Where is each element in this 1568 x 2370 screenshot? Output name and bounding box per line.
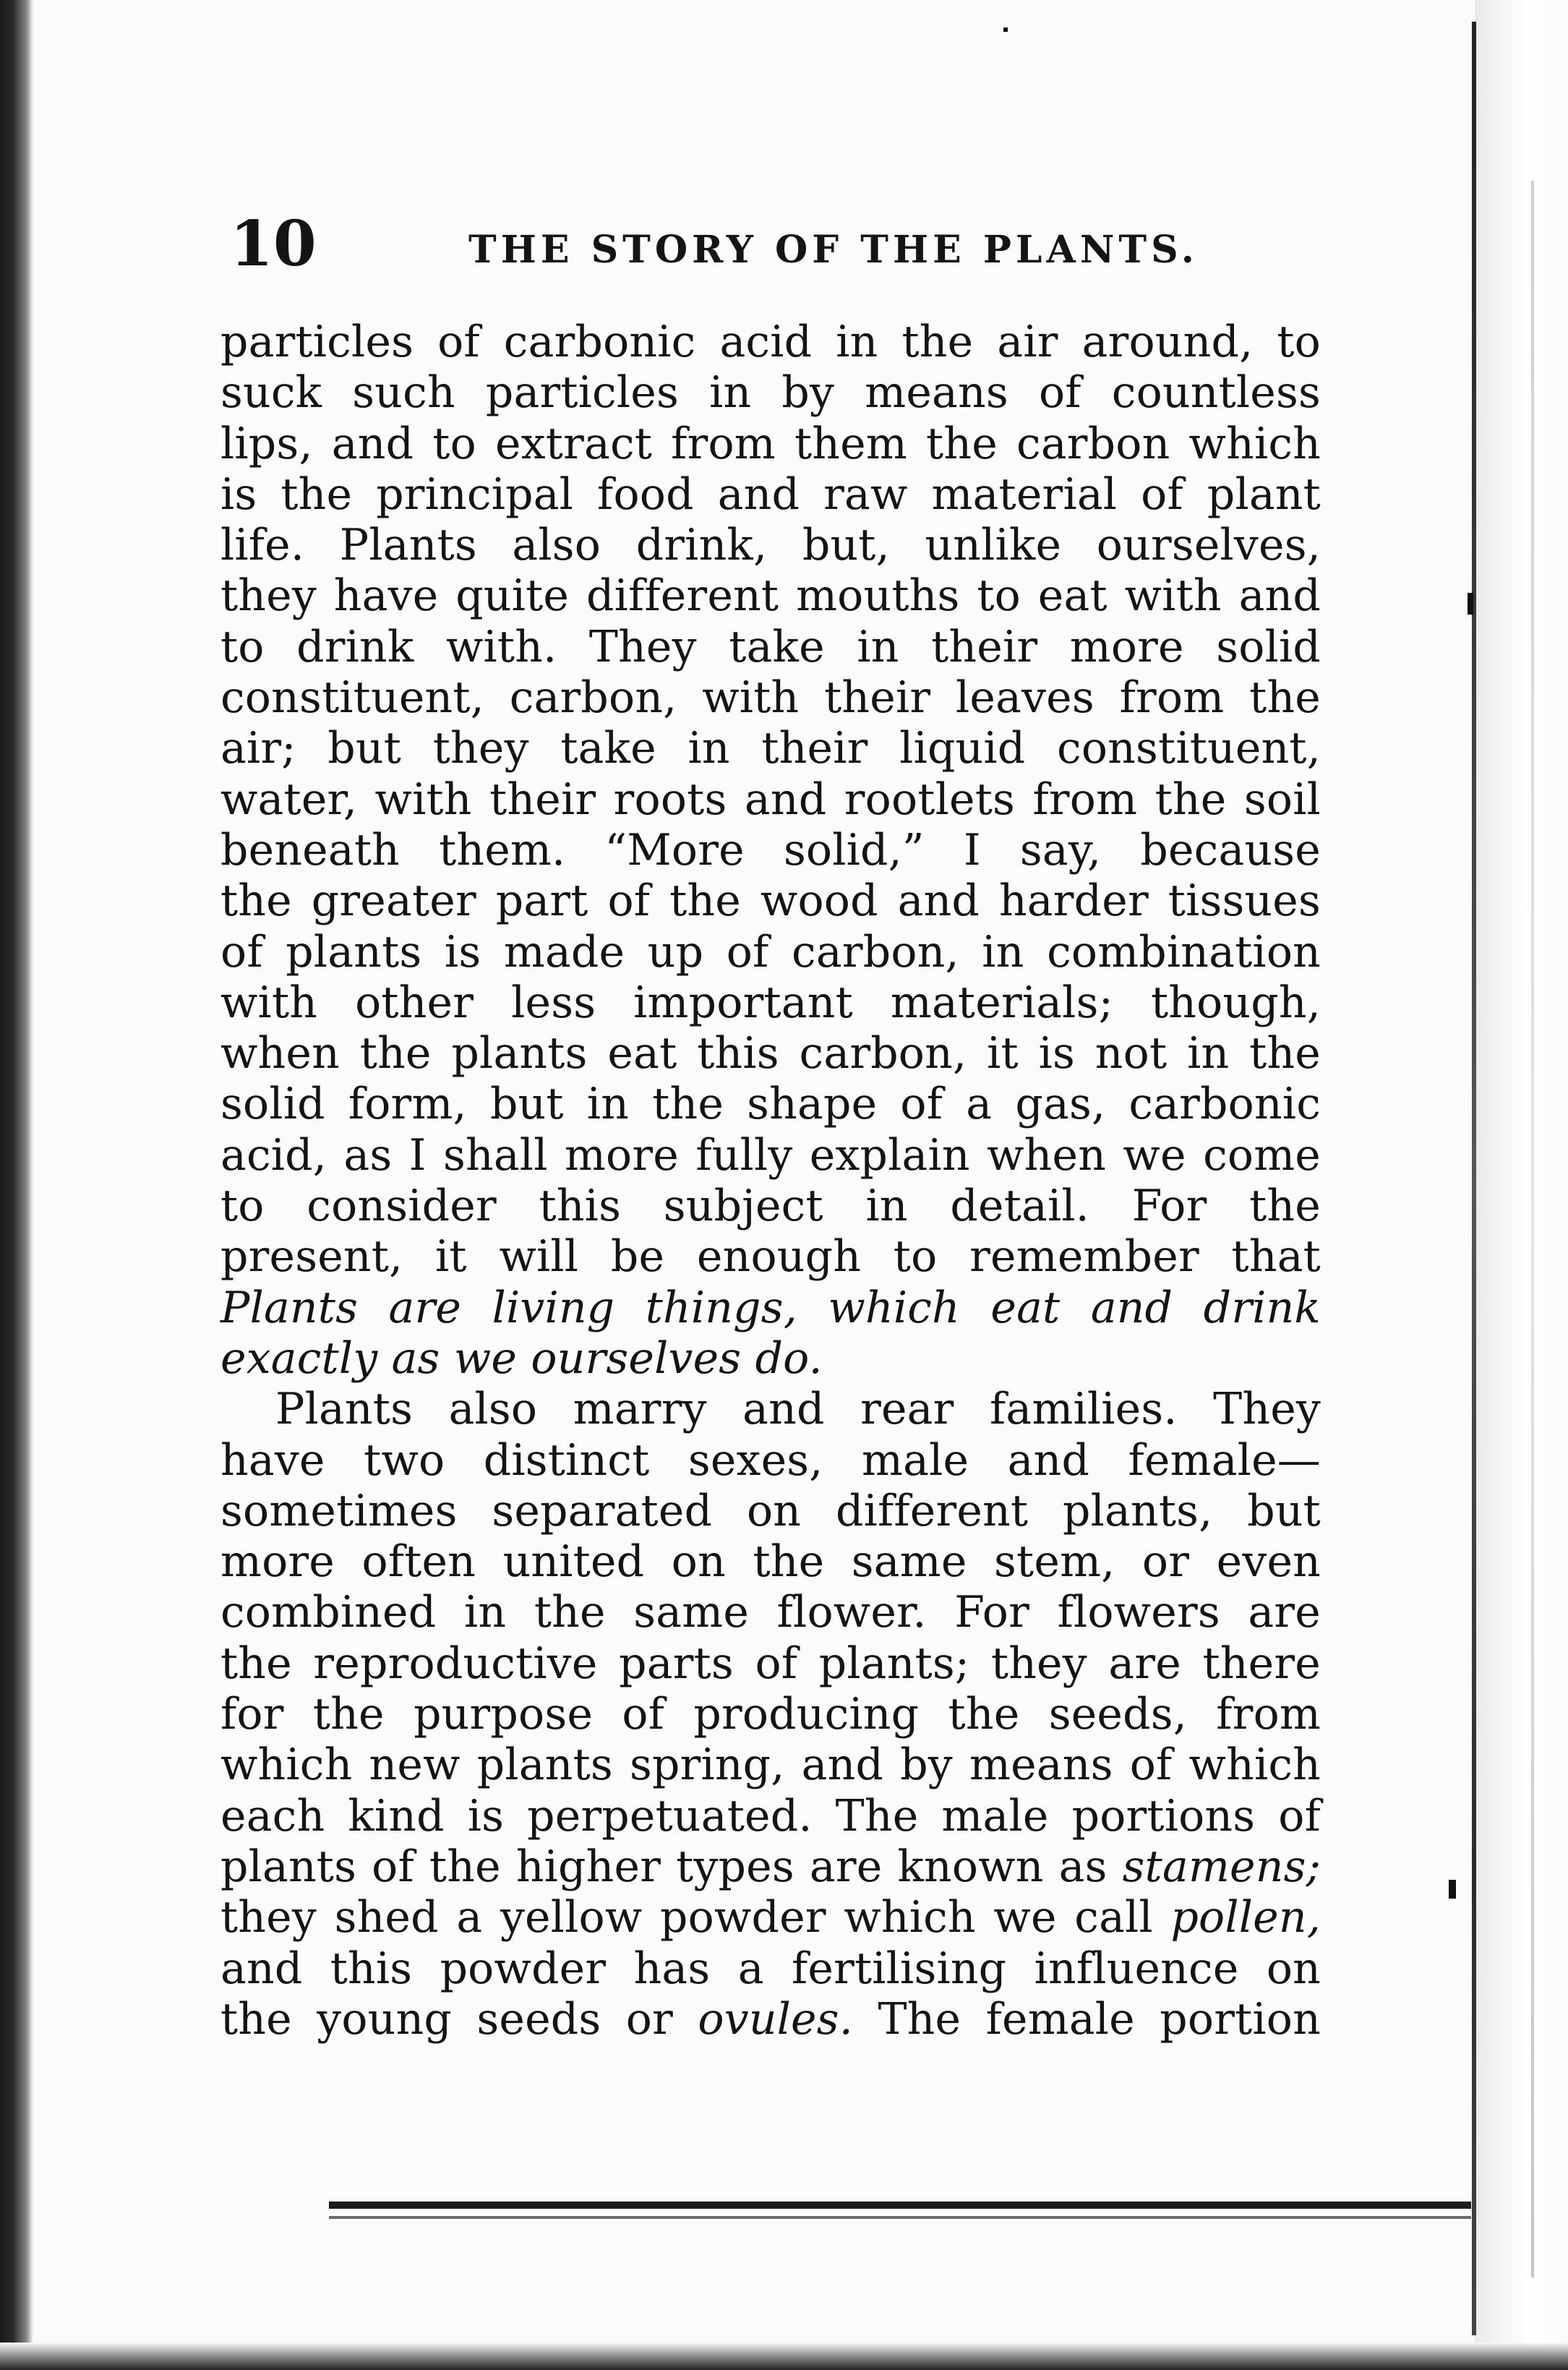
- text-line: present, it will be enough to remember that: [220, 1231, 1321, 1283]
- text-line: have two distinct sexes, male and female—: [220, 1434, 1321, 1486]
- text-line: [220, 1892, 1321, 1943]
- right-page-edge-line: [1472, 22, 1476, 2335]
- page-number: 10: [230, 208, 317, 281]
- left-page-edge: [0, 0, 33, 2370]
- text-segment: they shed a yellow powder which we call: [220, 1892, 1153, 1943]
- text-line: acid, as I shall more fully explain when we come: [220, 1129, 1321, 1181]
- text-line: the reproductive parts of plants; they are there: [220, 1638, 1321, 1689]
- italic-term-stamens: stamens;: [1122, 1841, 1321, 1892]
- ink-speck: [1003, 27, 1008, 32]
- text-segment: The female portion: [878, 1993, 1321, 2045]
- italic-text-line: Plants are living things, which eat and drink: [220, 1282, 1321, 1333]
- text-line: when the plants eat this carbon, it is not in the: [220, 1028, 1321, 1079]
- italic-text-line: exactly as we ourselves do.: [220, 1332, 823, 1384]
- bottom-scan-border: [0, 2343, 1568, 2370]
- text-line: for the purpose of producing the seeds, from: [220, 1689, 1321, 1740]
- right-page-gutter: [1475, 0, 1568, 2370]
- text-line: more often united on the same stem, or even: [220, 1536, 1321, 1588]
- text-line: water, with their roots and rootlets from the soil: [220, 774, 1321, 825]
- text-line: beneath them. “More solid,” I say, because: [220, 824, 1321, 876]
- text-line: [220, 1994, 1321, 2045]
- text-line: solid form, but in the shape of a gas, carbonic: [220, 1079, 1321, 1130]
- text-line: they have quite different mouths to eat with and: [220, 570, 1321, 622]
- bottom-page-edge: [329, 2202, 1471, 2209]
- text-line: constituent, carbon, with their leaves from the: [220, 672, 1321, 724]
- text-line: which new plants spring, and by means of which: [220, 1740, 1321, 1791]
- text-line: of plants is made up of carbon, in combination: [220, 926, 1321, 977]
- italic-term-ovules: ovules.: [698, 1993, 854, 2045]
- text-line: and this powder has a fertilising influence on: [220, 1943, 1321, 1994]
- ink-speck: [1468, 593, 1473, 615]
- italic-term-pollen: pollen,: [1170, 1892, 1321, 1943]
- paragraph-first-line: Plants also marry and rear families. They: [275, 1384, 1321, 1435]
- text-line: suck such particles in by means of countless: [220, 367, 1321, 419]
- text-segment: plants of the higher types are known as: [220, 1841, 1108, 1892]
- text-line: life. Plants also drink, but, unlike ourselves,: [220, 520, 1321, 571]
- text-line: [220, 1841, 1321, 1892]
- bottom-page-edge-shadow: [329, 2216, 1471, 2219]
- text-line: to consider this subject in detail. For the: [220, 1181, 1321, 1232]
- text-line: with other less important materials; though,: [220, 977, 1321, 1028]
- text-line: combined in the same flower. For flowers are: [220, 1587, 1321, 1638]
- page-header: [230, 210, 1314, 289]
- right-page-edge-shadow: [1531, 181, 1534, 2277]
- text-line: the greater part of the wood and harder tissues: [220, 876, 1321, 927]
- text-segment: the young seeds or: [220, 1993, 673, 2045]
- text-line: particles of carbonic acid in the air around, to: [220, 317, 1321, 367]
- text-line: lips, and to extract from them the carbon which: [220, 418, 1321, 469]
- text-line: sometimes separated on different plants, but: [220, 1485, 1321, 1536]
- text-line: air; but they take in their liquid constituent,: [220, 723, 1321, 774]
- text-line: is the principal food and raw material of plant: [220, 469, 1321, 520]
- ink-speck: [1449, 1880, 1456, 1899]
- text-line: each kind is perpetuated. The male portions of: [220, 1790, 1321, 1841]
- running-head: THE STORY OF THE PLANTS.: [468, 228, 1199, 272]
- text-line: to drink with. They take in their more solid: [220, 621, 1321, 672]
- body-text: [220, 317, 1321, 2045]
